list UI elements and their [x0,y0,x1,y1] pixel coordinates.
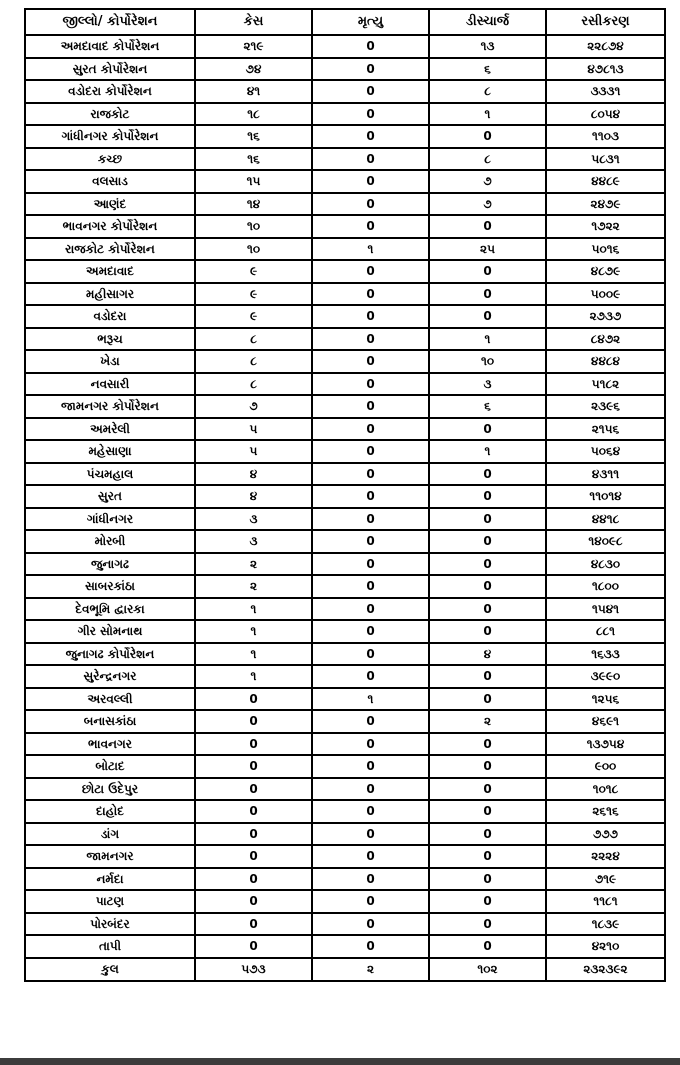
table-row [25,373,665,396]
total-discharged: ૧૦૨ [429,958,546,981]
cases-cell: ૧૦ [195,238,312,261]
deaths-cell: 0 [312,485,429,508]
district-cell: ભાવનગર [25,733,195,756]
district-cell: છોટા ઉદેપુર [25,778,195,801]
vaccination-cell: ૧૧૦૩ [546,125,665,148]
district-cell: જામનગર [25,845,195,868]
cases-cell: ૧ [195,620,312,643]
cases-cell: ૨ [195,575,312,598]
total-cases: ૫૭૩ [195,958,312,981]
vaccination-cell: ૨૬૧૬ [546,800,665,823]
table-row [25,125,665,148]
discharged-cell: ૩ [429,373,546,396]
vaccination-cell: ૧૦૧૮ [546,778,665,801]
deaths-cell: 0 [312,305,429,328]
vaccination-cell: ૫૦૦૯ [546,283,665,306]
deaths-cell: 0 [312,733,429,756]
discharged-cell: ૨૫ [429,238,546,261]
deaths-cell: 0 [312,890,429,913]
table-row [25,598,665,621]
table-row [25,508,665,531]
cases-cell: ૨ [195,553,312,576]
cases-cell: 0 [195,800,312,823]
discharged-cell: 0 [429,553,546,576]
table-row [25,688,665,711]
discharged-cell: 0 [429,935,546,958]
cases-cell: ૧ [195,643,312,666]
cases-cell: ૧ [195,598,312,621]
discharged-cell: 0 [429,215,546,238]
deaths-cell: 0 [312,193,429,216]
cases-cell: ૫ [195,418,312,441]
table-row [25,800,665,823]
total-label: કુલ [25,958,195,981]
district-cell: અમરેલી [25,418,195,441]
cases-cell: ૧૪ [195,193,312,216]
discharged-cell: ૮ [429,148,546,171]
cases-cell: ૭૪ [195,58,312,81]
deaths-cell: 0 [312,845,429,868]
district-cell: જુનાગઢ [25,553,195,576]
deaths-cell: 0 [312,35,429,58]
vaccination-cell: ૨૧૫૬ [546,418,665,441]
vaccination-cell: ૧૬૩૩ [546,643,665,666]
vaccination-cell: ૨૨૮૭૪ [546,35,665,58]
discharged-cell: 0 [429,665,546,688]
deaths-cell: 0 [312,373,429,396]
discharged-cell: 0 [429,530,546,553]
table-row [25,170,665,193]
cases-cell: 0 [195,845,312,868]
cases-cell: ૧ [195,665,312,688]
vaccination-cell: ૩૩૩૧ [546,80,665,103]
cases-cell: 0 [195,710,312,733]
table-row [25,553,665,576]
district-cell: ડાંગ [25,823,195,846]
cases-cell: ૪ [195,485,312,508]
district-cell: ખેડા [25,350,195,373]
vaccination-cell: ૪૨૧૦ [546,935,665,958]
discharged-cell: ૬ [429,58,546,81]
header-deaths: મૃત્યુ [312,9,429,35]
vaccination-cell: ૧૪૦૯૮ [546,530,665,553]
vaccination-cell: ૪૪૧૮ [546,508,665,531]
table-row [25,463,665,486]
deaths-cell: 0 [312,80,429,103]
discharged-cell: 0 [429,778,546,801]
discharged-cell: 0 [429,125,546,148]
discharged-cell: ૨ [429,710,546,733]
vaccination-cell: ૪૭૮૧૩ [546,58,665,81]
district-cell: રાજકોટ [25,103,195,126]
cases-cell: ૮ [195,350,312,373]
district-cell: નવસારી [25,373,195,396]
cases-cell: ૧૬ [195,125,312,148]
deaths-cell: 0 [312,778,429,801]
table-row [25,35,665,58]
district-cell: મહીસાગર [25,283,195,306]
table-body [25,35,665,981]
district-cell: સાબરકાંઠા [25,575,195,598]
cases-cell: ૩ [195,530,312,553]
discharged-cell: ૭ [429,193,546,216]
cases-cell: ૯ [195,305,312,328]
deaths-cell: 0 [312,755,429,778]
cases-cell: ૨૧૯ [195,35,312,58]
vaccination-cell: ૩૯૯૦ [546,665,665,688]
deaths-cell: 0 [312,260,429,283]
table-row [25,575,665,598]
discharged-cell: ૧૩ [429,35,546,58]
cases-cell: ૫ [195,440,312,463]
vaccination-cell: ૧૧૮૧ [546,890,665,913]
deaths-cell: 0 [312,575,429,598]
district-cell: મોરબી [25,530,195,553]
table-row [25,440,665,463]
deaths-cell: 0 [312,643,429,666]
table-row [25,890,665,913]
table-row [25,148,665,171]
vaccination-cell: ૨૨૨૪ [546,845,665,868]
discharged-cell: ૧ [429,440,546,463]
district-cell: સુરત કોર્પોરેશન [25,58,195,81]
deaths-cell: 0 [312,148,429,171]
deaths-cell: 0 [312,620,429,643]
table-row [25,260,665,283]
cases-cell: 0 [195,688,312,711]
vaccination-cell: ૮૦૫૪ [546,103,665,126]
deaths-cell: ૧ [312,688,429,711]
table-row [25,350,665,373]
vaccination-cell: ૪૪૮૪ [546,350,665,373]
district-cell: પોરબંદર [25,913,195,936]
discharged-cell: ૪ [429,643,546,666]
deaths-cell: 0 [312,598,429,621]
vaccination-cell: ૪૬૯૧ [546,710,665,733]
discharged-cell: 0 [429,463,546,486]
deaths-cell: 0 [312,553,429,576]
table-row [25,80,665,103]
district-cell: વડોદરા કોર્પોરેશન [25,80,195,103]
discharged-cell: 0 [429,485,546,508]
cases-cell: 0 [195,868,312,891]
table-row [25,778,665,801]
district-cell: અરવલ્લી [25,688,195,711]
header-vaccination: રસીકરણ [546,9,665,35]
district-cell: દેવભૂમિ દ્વારકા [25,598,195,621]
discharged-cell: 0 [429,733,546,756]
table-row [25,395,665,418]
deaths-cell: 0 [312,103,429,126]
cases-cell: 0 [195,913,312,936]
discharged-cell: 0 [429,508,546,531]
district-cell: ગાંધીનગર [25,508,195,531]
district-cell: ભાવનગર કોર્પોરેશન [25,215,195,238]
vaccination-cell: ૪૩૧૧ [546,463,665,486]
deaths-cell: 0 [312,463,429,486]
table-row [25,305,665,328]
vaccination-cell: ૧૫૪૧ [546,598,665,621]
district-cases-table [24,8,666,982]
district-cell: ગાંધીનગર કોર્પોરેશન [25,125,195,148]
discharged-cell: 0 [429,688,546,711]
vaccination-cell: ૫૮૩૧ [546,148,665,171]
table-row [25,58,665,81]
deaths-cell: 0 [312,170,429,193]
district-cell: પાટણ [25,890,195,913]
cases-cell: 0 [195,935,312,958]
header-row [25,9,665,35]
table-row [25,103,665,126]
total-row [25,958,665,981]
table-row [25,665,665,688]
table-row [25,913,665,936]
table-row [25,643,665,666]
deaths-cell: 0 [312,800,429,823]
district-cell: સુરેન્દ્રનગર [25,665,195,688]
vaccination-cell: ૫૦૧૬ [546,238,665,261]
deaths-cell: 0 [312,328,429,351]
cases-cell: 0 [195,823,312,846]
discharged-cell: 0 [429,418,546,441]
deaths-cell: 0 [312,665,429,688]
discharged-cell: ૧ [429,328,546,351]
vaccination-cell: ૧૭૨૨ [546,215,665,238]
cases-cell: ૯ [195,283,312,306]
discharged-cell: ૧ [429,103,546,126]
cases-cell: ૪ [195,463,312,486]
table-row [25,710,665,733]
deaths-cell: 0 [312,215,429,238]
district-cell: બોટાદ [25,755,195,778]
table-row [25,215,665,238]
vaccination-cell: ૨૭૩૭ [546,305,665,328]
district-cell: નર્મદા [25,868,195,891]
deaths-cell: 0 [312,283,429,306]
table-row [25,733,665,756]
table-row [25,530,665,553]
district-cell: વડોદરા [25,305,195,328]
discharged-cell: 0 [429,823,546,846]
table-row [25,418,665,441]
vaccination-cell: ૧૨૫૬ [546,688,665,711]
cases-cell: 0 [195,890,312,913]
deaths-cell: 0 [312,710,429,733]
header-cases: કેસ [195,9,312,35]
discharged-cell: 0 [429,575,546,598]
vaccination-cell: ૨૩૯૬ [546,395,665,418]
vaccination-cell: ૧૮૩૯ [546,913,665,936]
table-row [25,755,665,778]
district-cell: વલસાડ [25,170,195,193]
cases-cell: ૧૫ [195,170,312,193]
district-cell: મહેસાણા [25,440,195,463]
deaths-cell: 0 [312,530,429,553]
district-cell: તાપી [25,935,195,958]
cases-cell: ૮ [195,328,312,351]
discharged-cell: 0 [429,283,546,306]
deaths-cell: 0 [312,868,429,891]
deaths-cell: 0 [312,350,429,373]
discharged-cell: ૬ [429,395,546,418]
discharged-cell: 0 [429,305,546,328]
vaccination-cell: ૪૮૭૯ [546,260,665,283]
cases-cell: ૩ [195,508,312,531]
vaccination-cell: ૧૩૭૫૪ [546,733,665,756]
deaths-cell: 0 [312,913,429,936]
vaccination-cell: ૮૪૭૨ [546,328,665,351]
district-cell: દાહોદ [25,800,195,823]
district-cell: ભરૂચ [25,328,195,351]
deaths-cell: 0 [312,418,429,441]
discharged-cell: 0 [429,868,546,891]
discharged-cell: 0 [429,845,546,868]
district-cell: જામનગર કોર્પોરેશન [25,395,195,418]
vaccination-cell: ૯૦૦ [546,755,665,778]
cases-cell: ૮ [195,373,312,396]
cases-cell: ૧૦ [195,215,312,238]
district-cell: અમદાવાદ [25,260,195,283]
district-cell: ગીર સોમનાથ [25,620,195,643]
cases-cell: ૧૮ [195,103,312,126]
discharged-cell: 0 [429,890,546,913]
vaccination-cell: ૪૮૩૦ [546,553,665,576]
discharged-cell: 0 [429,620,546,643]
deaths-cell: ૧ [312,238,429,261]
header-district: જીલ્લો/ કોર્પોરેશન [25,9,195,35]
vaccination-cell: ૫૦૬૪ [546,440,665,463]
vaccination-cell: ૭૧૯ [546,868,665,891]
deaths-cell: 0 [312,823,429,846]
discharged-cell: 0 [429,913,546,936]
table-row [25,238,665,261]
discharged-cell: ૭ [429,170,546,193]
district-cell: જુનાગઢ કોર્પોરેશન [25,643,195,666]
table-row [25,823,665,846]
cases-cell: ૭ [195,395,312,418]
cases-cell: 0 [195,755,312,778]
deaths-cell: 0 [312,935,429,958]
vaccination-cell: ૪૪૮૯ [546,170,665,193]
page-bottom-edge [0,1058,680,1065]
cases-cell: 0 [195,778,312,801]
table-row [25,845,665,868]
district-cell: પંચમહાલ [25,463,195,486]
discharged-cell: 0 [429,800,546,823]
discharged-cell: 0 [429,260,546,283]
vaccination-cell: ૫૧૮૨ [546,373,665,396]
total-deaths: ૨ [312,958,429,981]
discharged-cell: ૧૦ [429,350,546,373]
vaccination-cell: ૮૮૧ [546,620,665,643]
cases-cell: ૧૬ [195,148,312,171]
discharged-cell: ૮ [429,80,546,103]
table-row [25,283,665,306]
district-cell: અમદાવાદ કોર્પોરેશન [25,35,195,58]
discharged-cell: 0 [429,755,546,778]
total-vaccination: ૨૩૨૩૯૨ [546,958,665,981]
table-row [25,328,665,351]
deaths-cell: 0 [312,508,429,531]
vaccination-cell: ૭૭૭ [546,823,665,846]
table-row [25,868,665,891]
deaths-cell: 0 [312,395,429,418]
district-cell: બનાસકાંઠા [25,710,195,733]
vaccination-cell: ૧૧૦૧૪ [546,485,665,508]
vaccination-cell: ૨૪૭૯ [546,193,665,216]
cases-cell: 0 [195,733,312,756]
deaths-cell: 0 [312,440,429,463]
district-cell: કચ્છ [25,148,195,171]
district-cell: આણંદ [25,193,195,216]
vaccination-cell: ૧૮૦૦ [546,575,665,598]
district-cell: રાજકોટ કોર્પોરેશન [25,238,195,261]
table-row [25,193,665,216]
header-discharged: ડીસ્ચાર્જ [429,9,546,35]
deaths-cell: 0 [312,125,429,148]
deaths-cell: 0 [312,58,429,81]
cases-cell: ૪૧ [195,80,312,103]
district-cell: સુરત [25,485,195,508]
cases-cell: ૯ [195,260,312,283]
table-row [25,620,665,643]
table-row [25,485,665,508]
table-row [25,935,665,958]
discharged-cell: 0 [429,598,546,621]
